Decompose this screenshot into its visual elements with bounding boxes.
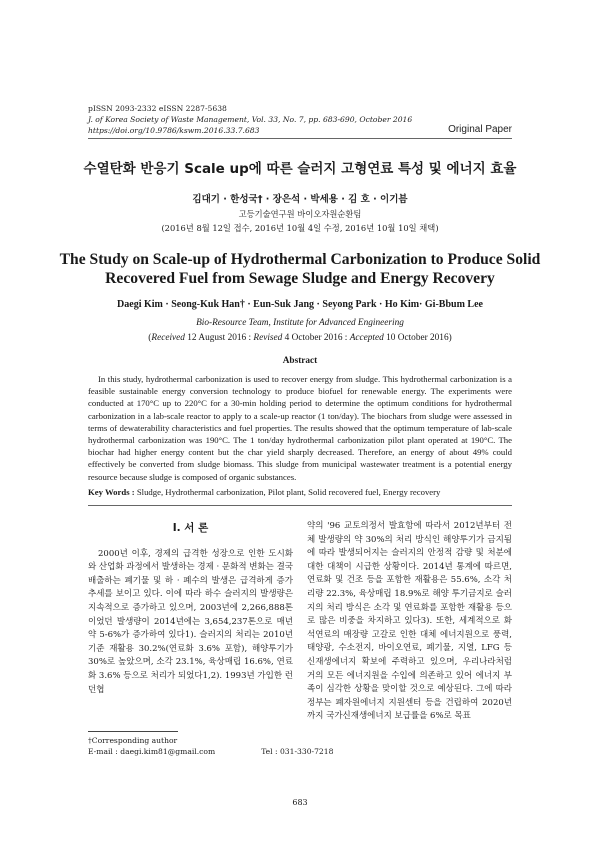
author-email[interactable]: E-mail : daegi.kim81@gmail.com	[88, 747, 216, 756]
revised-date: 4 October 2016 :	[282, 333, 350, 343]
english-authors: Daegi Kim · Seong-Kuk Han† · Eun-Suk Jang · Seyong Park · Ho Kim· Gi-Bbum Lee	[117, 299, 483, 310]
english-title-line1: The Study on Scale-up of Hydrothermal Carbonization to Produce Solid	[59, 251, 541, 268]
korean-authors: 김대기 · 한성국† · 장은석 · 박세용 · 김 호 · 이기븜	[192, 194, 408, 205]
footnote-rule	[88, 731, 178, 732]
journal-citation: J. of Korea Society of Waste Management, Vol. 33, No. 7, pp. 683-690, October 2016	[88, 115, 413, 124]
doi-link[interactable]: https://doi.org/10.9786/kswm.2016.33.7.683	[88, 126, 260, 135]
abstract-rule	[88, 505, 512, 506]
author-phone: Tel : 031-330-7218	[261, 747, 334, 756]
accepted-label: Accepted	[349, 333, 384, 343]
paper-type-label: Original Paper	[448, 124, 512, 135]
keywords-text: Sludge, Hydrothermal carbonization, Pilot plant, Solid recovered fuel, Energy recovery	[134, 487, 441, 497]
received-label: Received	[151, 333, 185, 343]
korean-title: 수열탄화 반응기 Scale up에 따른 슬러지 고형연료 특성 및 에너지 효율	[83, 161, 517, 177]
received-date: 12 August 2016 :	[184, 333, 254, 343]
corresponding-author-note: †Corresponding author	[88, 736, 178, 745]
footnote	[88, 735, 333, 757]
issn-line: pISSN 2093-2332 eISSN 2287-5638	[88, 104, 227, 113]
page-number: 683	[292, 798, 308, 807]
abstract-body: In this study, hydrothermal carbonization is used to recover energy from sludge. This hydrothermal carbonization is a feasible sustainable energy conversion technology to produce biofuel for renewable energy. The experiments were conducted at 170°C up to 220°C for a 30-min holding period to determine the optimum conditions for hydrothermal carbonization in a lab-scale reactor to apply to a scale-up reactor (1 ton/day). The biochars from sludge were assessed in terms of dewaterability characteristics and fuel properties. The results showed that the optimum temperature of lab-scale hydrothermal carbonization was 190°C. The 1 ton/day hydrothermal carbonization pilot plant operated at 190°C. The biochar had higher energy content but the char yield sharply decreased. Therefore, an energy of about 49% could effectively be converted from sludge biomass. This sludge from municipal wastewater treatment is a potential energy resource because sludge is composed of organic substances.	[88, 374, 512, 482]
english-dates: (Received 12 August 2016 : Revised 4 October 2016 : Accepted 10 October 2016)	[148, 333, 452, 343]
accepted-date: 10 October 2016)	[383, 333, 452, 343]
intro-paragraph-left: 2000년 이후, 경제의 급격한 성장으로 인한 도시화와 산업화 과정에서 발생하는 경제 · 문화적 변화는 결국 배출하는 폐기물 및 하 · 폐수의 발생은 급격하게 증가 추세를 보이고 있다. 이에 따라 하수 슬러지의 발생량은 지속적으로 증가하고 있으며, 2003년에 2,266,888톤이었던 발생량이 2014년에는 3,654,237톤으로 매년 약 5-6%가 증가하여 있다1). 슬러지의 처리는 2010년 기준 재활용 30.2%(연료화 3.6% 포함), 해양투기가 30%로 높았으며, 소각 23.1%, 육상매립 16.6%, 연료화 3.6% 등으로 처리가 되었다1,2). 1993년 가입한 런던협	[88, 548, 293, 695]
keywords	[88, 487, 512, 497]
keywords-label: Key Words :	[88, 487, 135, 497]
korean-affiliation: 고등기술연구원 바이오자원순환팀	[238, 209, 362, 219]
header-rule	[88, 138, 512, 139]
korean-dates: (2016년 8월 12일 접수, 2016년 10월 4일 수정, 2016년 10월 10일 채택)	[161, 223, 439, 233]
abstract-heading: Abstract	[282, 356, 318, 366]
revised-label: Revised	[253, 333, 283, 343]
english-title	[0, 250, 600, 288]
right-column	[307, 520, 512, 724]
english-affiliation: Bio-Resource Team, Institute for Advanced Engineering	[196, 318, 404, 328]
intro-paragraph-right: 약의 '96 교토의정서 발효함에 따라서 2012년부터 전체 발생량의 약 30%의 처리 방식인 해양투기가 금지됨에 따라 발생되어지는 슬러지의 안정적 감량 및 처분에 대한 대책이 시급한 상황이다. 2014년 통계에 따르면, 연료화 및 건조 등을 포함한 재활용은 55.6%, 소각 처리량 22.3%, 육상매립 18.9%로 해양 투기금지로 슬러지의 처리 방식은 소각 및 연료화를 포함한 재활용 등으로 많은 비중을 차지하고 있다3). 또한, 세계적으로 화석연료의 매장량 고갈로 인한 대체 에너지원으로 풍력, 태양광, 수소전지, 바이오연료, 폐기물, 지열, LFG 등 신재생에너지 확보에 주력하고 있으며, 우리나라처럼 거의 모든 에너지원을 수입에 의존하고 있어 에너지 부족이 심각한 상황을 맞이할 것으로 예상된다. 그에 따라 정부는 폐자원에너지 지원센터 등을 건립하여 2020년까지 국가신재생에너지 보급률을 6%로 목표	[307, 521, 512, 722]
journal-header	[88, 103, 412, 136]
section-heading-introduction: I. 서 론	[172, 522, 209, 534]
english-title-line2: Recovered Fuel from Sewage Sludge and Energy Recovery	[105, 270, 495, 287]
left-column	[88, 518, 293, 697]
